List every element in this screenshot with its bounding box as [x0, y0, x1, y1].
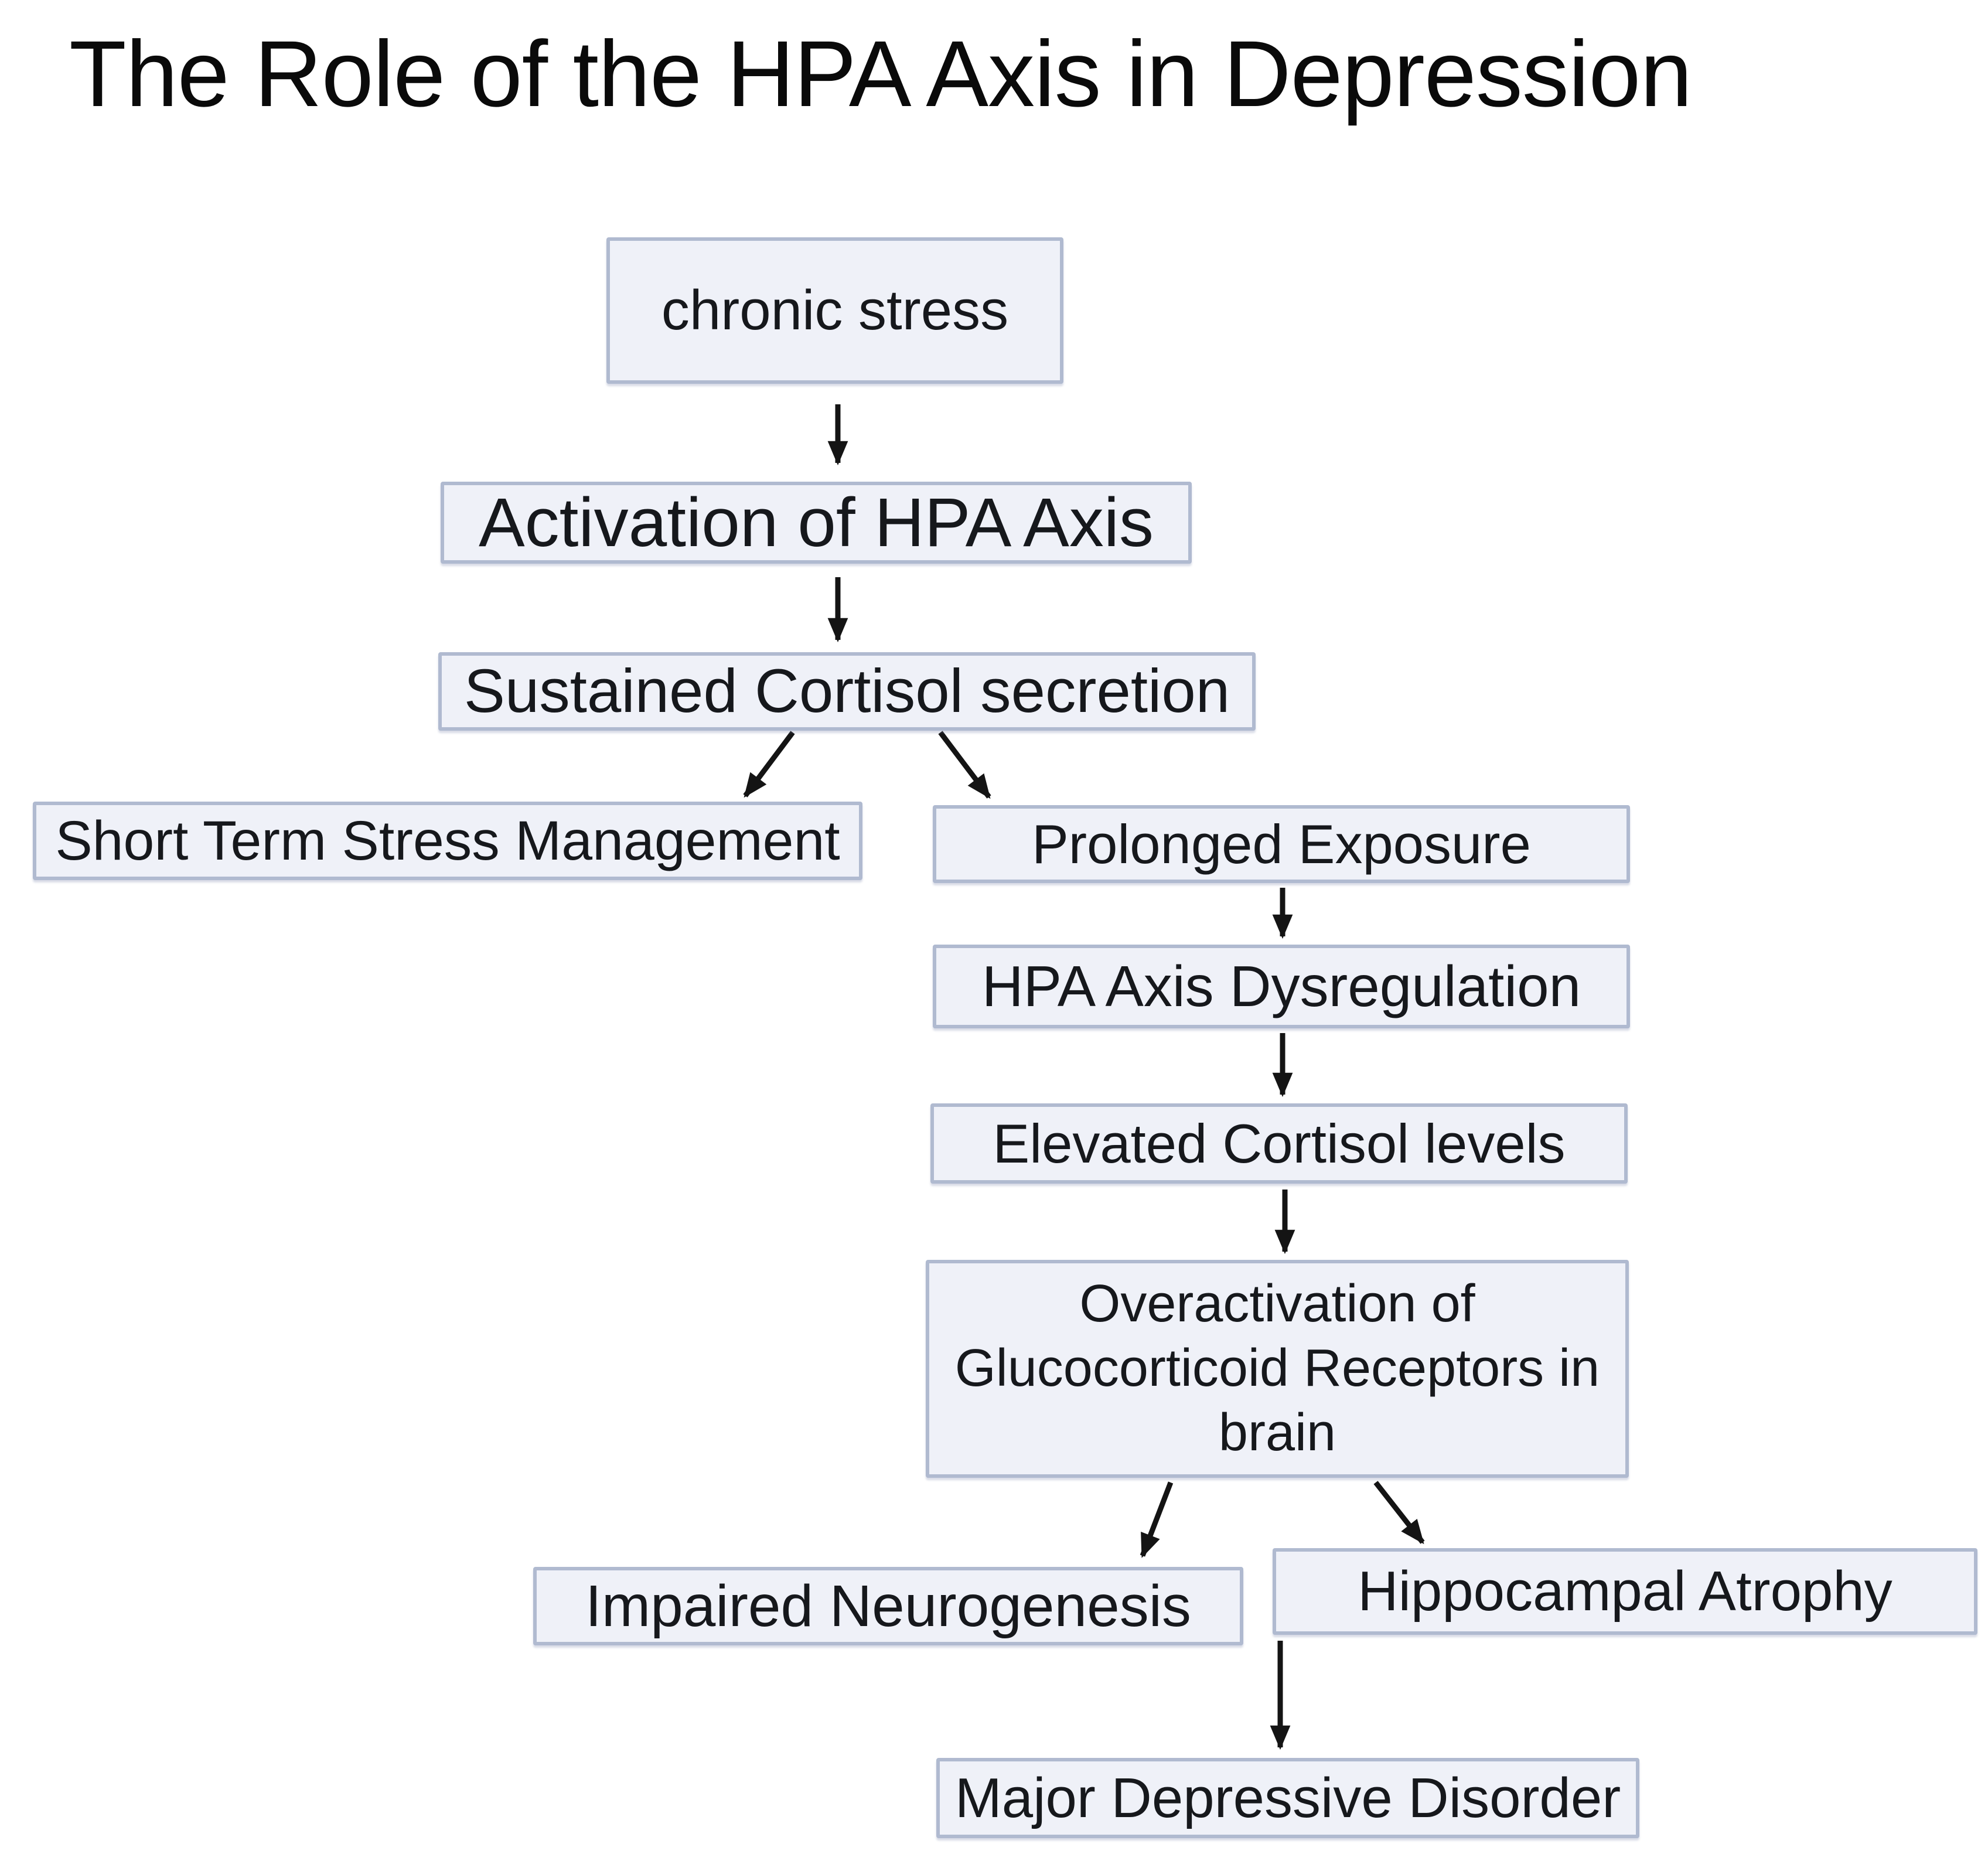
node-short-term-stress-management: Short Term Stress Management	[33, 802, 862, 880]
node-sustained-cortisol-secretion: Sustained Cortisol secretion	[438, 652, 1256, 731]
node-chronic-stress: chronic stress	[606, 237, 1063, 384]
node-prolonged-exposure: Prolonged Exposure	[933, 805, 1630, 883]
diagram-title: The Role of the HPA Axis in Depression	[69, 21, 1692, 126]
node-hippocampal-atrophy: Hippocampal Atrophy	[1273, 1548, 1977, 1635]
node-activation-of-hpa-axis: Activation of HPA Axis	[441, 482, 1192, 564]
node-impaired-neurogenesis: Impaired Neurogenesis	[533, 1567, 1243, 1645]
arrow-overactivation-to-impaired	[1143, 1482, 1171, 1556]
arrow-sustained-to-short-term	[745, 732, 793, 796]
node-elevated-cortisol-levels: Elevated Cortisol levels	[930, 1103, 1628, 1184]
node-hpa-axis-dysregulation: HPA Axis Dysregulation	[933, 945, 1630, 1028]
node-overactivation-of-glucocorticoid-receptors: Overactivation of Glucocorticoid Receptors in brain	[926, 1260, 1629, 1478]
arrow-sustained-to-prolonged	[940, 732, 989, 797]
node-major-depressive-disorder: Major Depressive Disorder	[936, 1758, 1639, 1838]
arrow-overactivation-to-hippocampal	[1376, 1482, 1423, 1542]
